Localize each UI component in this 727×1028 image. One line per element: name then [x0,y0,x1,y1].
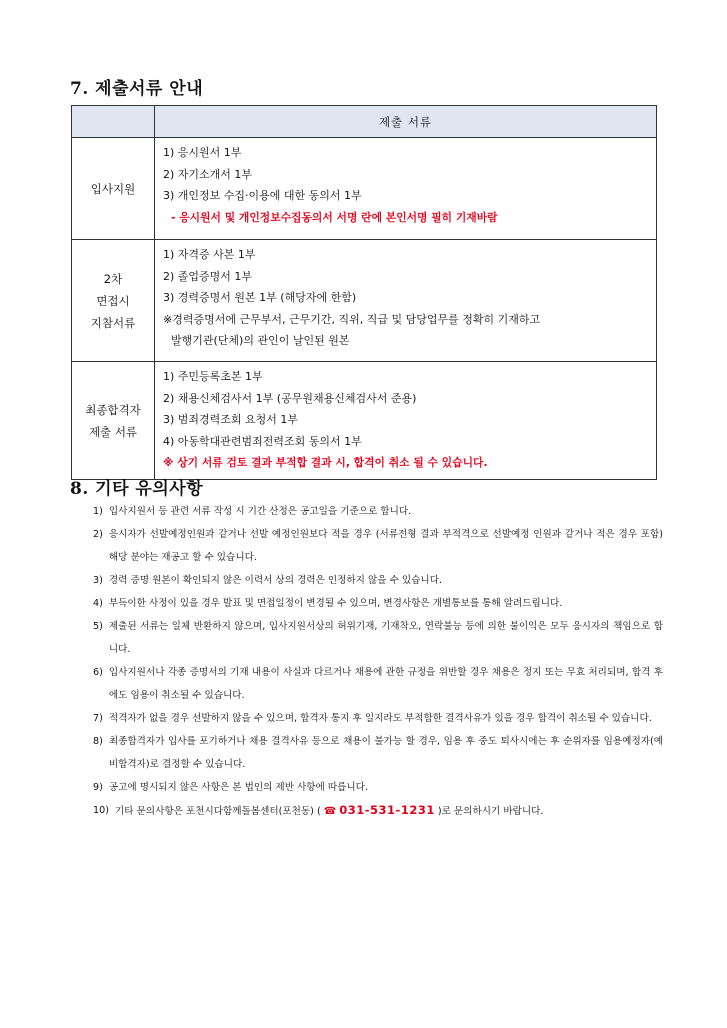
category-line: 입사지원 [90,181,136,196]
item-text: 입사지원서나 각종 증명서의 기재 내용이 사실과 다르거나 채용에 관한 규정을 위반할 경우 채용은 정지 또는 무효 처리되며, 합격 후에도 임용이 취소될 수 있습니다. [108,667,663,701]
list-item: 2) 채용신체검사서 1부 (공무원채용신체검사서 준용) [163,391,417,405]
signature-warning: - 응시원서 및 개인정보수집동의서 서명 란에 본인서명 필히 기재바람 [171,210,498,224]
list-item [93,707,663,730]
item-text: 적격자가 없을 경우 선발하지 않을 수 있으며, 합격자 통지 후 일지라도 부적합한 결격사유가 있을 경우 합격이 취소될 수 있습니다. [108,713,652,724]
contact-item [93,799,663,823]
phone-icon: ☎ [323,806,337,817]
list-item: ※경력증명서에 근무부서, 근무기간, 직위, 직급 및 담당업무를 정확히 기재하고 [163,312,541,326]
category-line: 제출 서류 [88,424,138,439]
category-line: 2차 [103,271,123,286]
table-row-application [72,138,657,240]
item-text: 최종합격자가 입사를 포기하거나 채용 결격사유 등으로 채용이 불가능 할 경우, 임용 후 중도 퇴사시에는 후 순위자를 임용예정자(예비합격자)로 결정할 수 있습니다. [108,736,663,770]
submission-documents-table [71,105,657,480]
phone-number: 031-531-1231 [339,803,435,817]
item-text: 응시자가 선발예정인원과 같거나 선발 예정인원보다 적을 경우 (서류전형 결과 부적격으로 선발예정 인원과 같거나 적은 경우 포함) 해당 분야는 재공고 할 수 있습니다. [108,529,663,563]
list-item [93,776,663,799]
item-number: 2) [93,529,103,540]
table-row-final [72,362,657,480]
item-text: 공고에 명시되지 않은 사항은 본 법인의 제반 사항에 따릅니다. [108,782,368,793]
category-line: 면접시 [96,293,130,308]
item-number: 10) [93,805,109,816]
item-number: 7) [93,713,103,724]
list-item [93,730,663,776]
section-8-title: 8. 기타 유의사항 [70,479,204,499]
item-number: 4) [93,598,103,609]
item-number: 1) [93,506,103,517]
interview-items [155,240,657,362]
cancellation-warning: ※ 상기 서류 검토 결과 부적합 결과 시, 합격이 취소 될 수 있습니다. [163,456,488,469]
list-item [93,615,663,661]
table-header-blank [72,106,155,138]
application-items [155,138,657,240]
contact-prefix: 기타 문의사항은 포천시다함께돌봄센터(포천동) ( [114,806,324,817]
item-text: 제출된 서류는 일체 반환하지 않으며, 입사지원서상의 허위기재, 기재착오, 연락불능 등에 의한 불이익은 모두 응시자의 책임으로 합니다. [108,621,663,655]
table-header-label: 제출 서류 [155,106,657,138]
contact-text [115,799,663,823]
list-item: 3) 경력증명서 원본 1부 (해당자에 한함) [163,291,357,304]
list-item [93,569,663,592]
item-text: 경력 증명 원본이 확인되지 않은 이력서 상의 경력은 인정하지 않을 수 있습니다. [108,575,443,586]
category-application [72,138,155,240]
list-item [93,592,663,615]
contact-suffix: )로 문의하시기 바랍니다. [434,806,544,817]
list-item: 4) 아동학대관련범죄전력조회 동의서 1부 [163,434,362,448]
item-text: 입사지원서 등 관련 서류 작성 시 기간 산정은 공고일을 기준으로 합니다. [108,506,412,517]
item-number: 6) [93,667,103,678]
item-number: 9) [93,782,103,793]
category-line: 지참서류 [90,315,136,330]
item-number: 3) [93,575,103,586]
category-interview [72,240,155,362]
section-7-title: 7. 제출서류 안내 [70,79,204,99]
list-item: 2) 졸업증명서 1부 [163,269,253,283]
list-item: 3) 개인정보 수집·이용에 대한 동의서 1부 [163,189,362,202]
category-line: 최종합격자 [85,402,141,417]
list-item: 발행기관(단체)의 관인이 날인된 원본 [171,334,350,347]
category-final [72,362,155,480]
list-item [93,500,663,523]
final-items [155,362,657,480]
list-item [93,523,663,569]
table-header-row [72,106,657,138]
list-item: 3) 범죄경력조회 요청서 1부 [163,413,299,426]
notes-list [93,500,663,823]
list-item: 1) 자격증 사본 1부 [163,248,256,261]
list-item [93,661,663,707]
list-item: 2) 자기소개서 1부 [163,167,253,181]
item-number: 8) [93,736,103,747]
list-item: 1) 주민등록초본 1부 [163,370,263,383]
table-row-interview [72,240,657,362]
item-text: 부득이한 사정이 있을 경우 발표 및 면접일정이 변경될 수 있으며, 변경사항은 개별통보를 통해 알려드립니다. [108,598,563,609]
list-item: 1) 응시원서 1부 [163,146,242,159]
item-number: 5) [93,621,103,632]
